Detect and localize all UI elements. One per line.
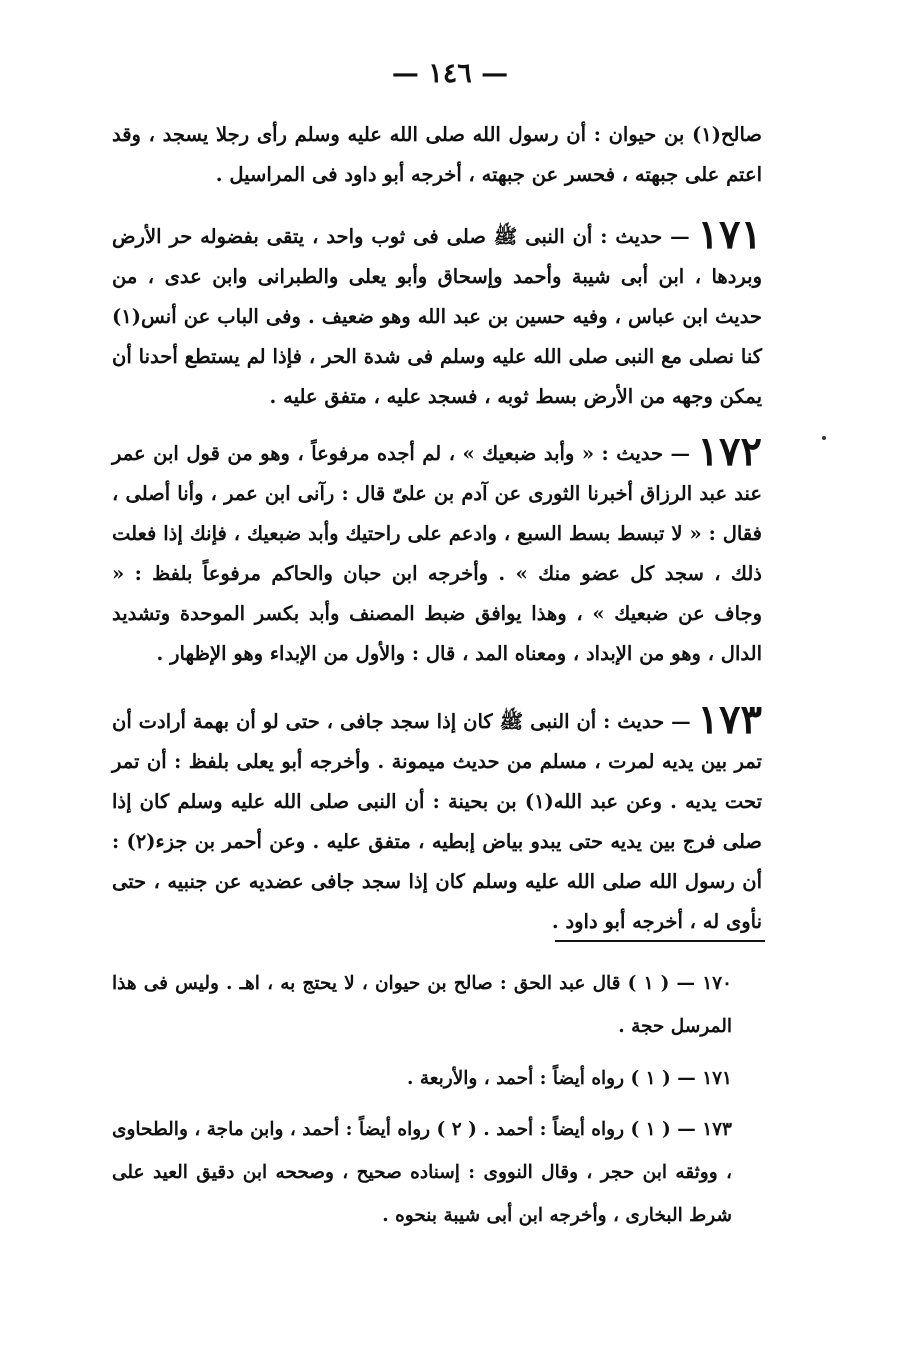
footnote-173-text: ١٧٣ — ( ١ ) رواه أيضاً : أحمد . ( ٢ ) رواه أيضاً : أحمد ، وابن ماجة ، والطحاوى ، ووثقه ابن حجر ، وقال النووى : إسناده صحيح ، وصححه ابن دقيق العيد على شرط البخارى ، وأخرجه ابن أبى شيبة بنحوه . bbox=[112, 1119, 732, 1226]
hadith-171 bbox=[112, 211, 762, 417]
hadith-number-171: ١٧١ bbox=[697, 211, 762, 258]
hadith-173 bbox=[112, 696, 762, 942]
page-number: — ١٤٦ — bbox=[391, 58, 509, 89]
footnote-173 bbox=[112, 1108, 762, 1237]
intro-text: صالح(١) بن حيوان : أن رسول الله صلى الله عليه وسلم رأى رجلا يسجد ، وقد اعتم على جبهته ، فحسر عن جبهته ، أخرجه أبو داود فى المراسيل . bbox=[112, 123, 762, 186]
footnote-171-text: ١٧١ — ( ١ ) رواه أيضاً : أحمد ، والأربعة . bbox=[406, 1068, 732, 1089]
footnote-170-text: ١٧٠ — ( ١ ) قال عبد الحق : صالح بن حيوان ، لا يحتج به ، اهـ . وليس فى هذا المرسل حجة . bbox=[112, 973, 732, 1037]
hadith-number-172: ١٧٢ bbox=[697, 428, 762, 475]
footnote-171 bbox=[112, 1057, 762, 1100]
hadith-number-173: ١٧٣ bbox=[697, 696, 762, 743]
footnote-170 bbox=[112, 962, 762, 1048]
paragraph-intro bbox=[112, 115, 762, 195]
hadith-172 bbox=[112, 428, 762, 674]
hadith-text-172: — حديث : « وأبد ضبعيك » ، لم أجده مرفوعاً ، وهو من قول ابن عمر عند عبد الرزاق أخبرنا الثورى عن آدم بن علىّ قال : رآنى ابن عمر ، وأنا أصلى ، فقال : « لا تبسط بسط السبع ، وادعم على راحتيك وأبد ضبعيك ، فإنك إذا فعلت ذلك ، سجد كل عضو منك » . وأخرجه ابن حبان والحاكم مرفوعاً بلفظ : « وجاف عن ضبعيك » ، وهذا يوافق ضبط المصنف وأبد بكسر الموحدة وتشديد الدال ، وهو من الإبداد ، ومعناه المد ، قال : والأول من الإبداء وهو الإظهار . bbox=[112, 442, 762, 665]
scan-speck bbox=[822, 436, 826, 440]
hadith-text-173: — حديث : أن النبى ﷺ كان إذا سجد جافى ، حتى لو أن بهمة أرادت أن تمر بين يديه لمرت ، مسلم من حديث ميمونة . وأخرجه أبو يعلى بلفظ : أن تمر تحت يديه . وعن عبد الله(١) بن بحينة : أن النبى صلى الله عليه وسلم كان إذا صلى فرج بين يديه حتى يبدو بياض إبطيه ، متفق عليه . وعن أحمر بن جزء(٢) : أن رسول الله صلى الله عليه وسلم كان إذا سجد جافى عضديه عن جنبيه ، حتى نأوى له ، أخرجه أبو داود . bbox=[112, 710, 762, 933]
hadith-text-171: — حديث : أن النبى ﷺ صلى فى ثوب واحد ، يتقى بفضوله حر الأرض وبردها ، ابن أبى شيبة وأحمد وإسحاق وأبو يعلى والطبرانى وابن عدى ، من حديث ابن عباس ، وفيه حسين بن عبد الله وهو ضعيف . وفى الباب عن أنس(١) كنا نصلى مع النبى صلى الله عليه وسلم فى شدة الحر ، فإذا لم يستطع أحدنا أن يمكن وجهه من الأرض بسط ثوبه ، فسجد عليه ، متفق عليه . bbox=[112, 225, 762, 408]
footnote-divider bbox=[555, 940, 765, 942]
